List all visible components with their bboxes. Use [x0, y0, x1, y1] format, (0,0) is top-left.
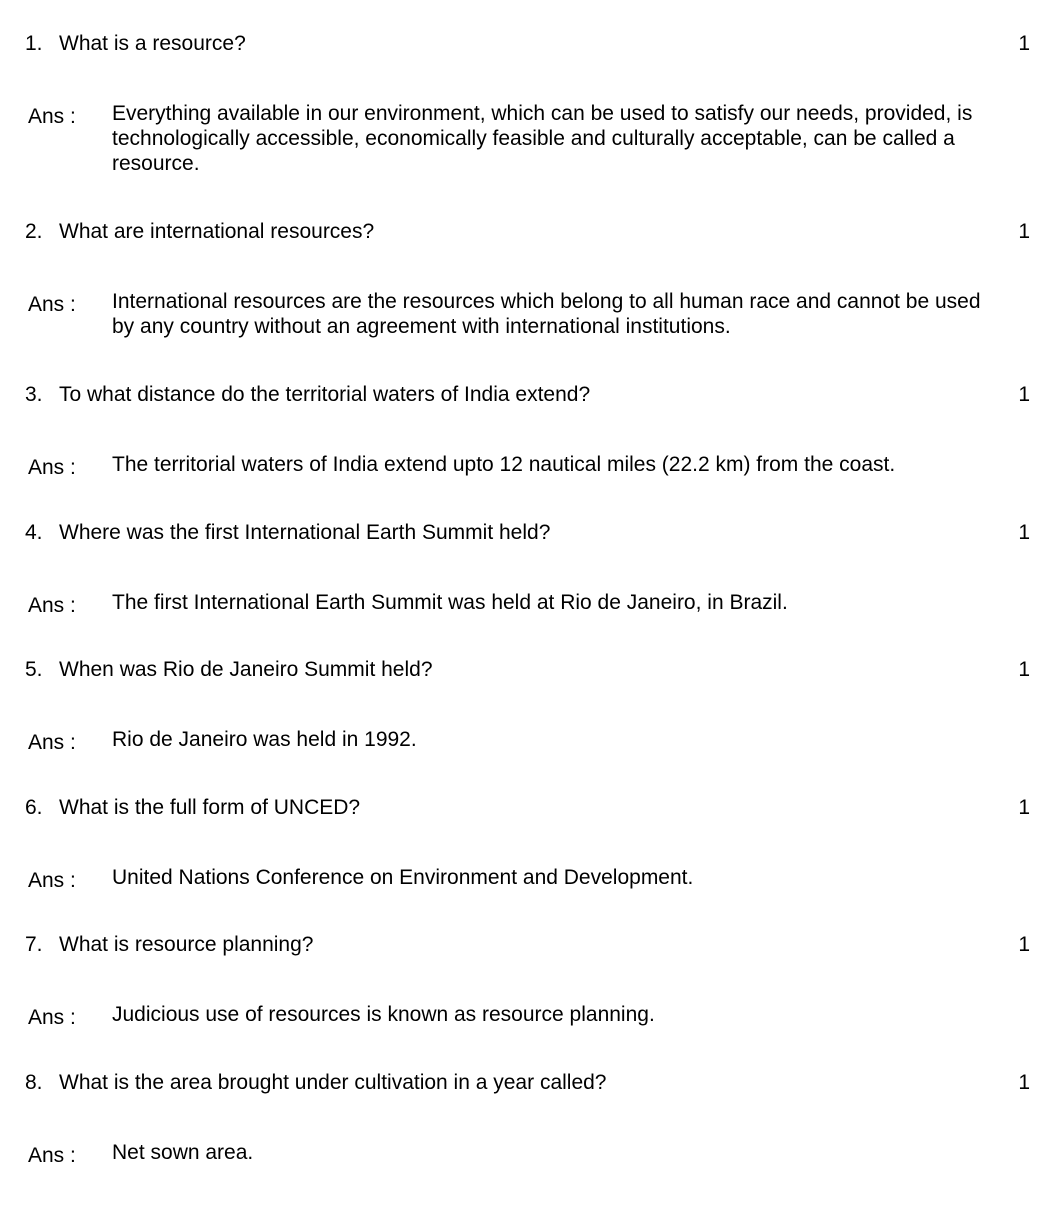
answer-block	[0, 865, 1051, 890]
question-line	[0, 219, 1051, 245]
question-text: What is resource planning?	[59, 933, 314, 956]
qa-item-2	[0, 219, 1051, 339]
question-line	[0, 520, 1051, 546]
question-text: When was Rio de Janeiro Summit held?	[59, 658, 433, 681]
answer-block	[0, 452, 1051, 477]
answer-text: Net sown area.	[112, 1141, 254, 1164]
qa-item-6	[0, 795, 1051, 890]
answer-block	[0, 1002, 1051, 1027]
answer-block	[0, 1140, 1051, 1165]
answer-label: Ans :	[28, 105, 76, 128]
question-number: 5.	[25, 658, 43, 681]
qa-item-8	[0, 1070, 1051, 1165]
qa-item-7	[0, 932, 1051, 1027]
question-marks: 1	[1018, 383, 1030, 406]
question-marks: 1	[1018, 658, 1030, 681]
question-line	[0, 1070, 1051, 1096]
qa-item-3	[0, 382, 1051, 477]
question-line	[0, 31, 1051, 57]
question-number: 1.	[25, 32, 43, 55]
question-line	[0, 795, 1051, 821]
answer-label: Ans :	[28, 456, 76, 479]
answer-text: International resources are the resources which belong to all human race and cannot be used by any country without an agreement with international institutions.	[112, 290, 981, 338]
answer-text: The first International Earth Summit was held at Rio de Janeiro, in Brazil.	[112, 591, 788, 614]
answer-label: Ans :	[28, 293, 76, 316]
answer-block	[0, 289, 1051, 339]
question-text: What is the full form of UNCED?	[59, 796, 361, 819]
answer-block	[0, 590, 1051, 615]
question-marks: 1	[1018, 796, 1030, 819]
question-text: What is a resource?	[59, 32, 246, 55]
answer-label: Ans :	[28, 594, 76, 617]
question-marks: 1	[1018, 32, 1030, 55]
answer-text: United Nations Conference on Environment and Development.	[112, 866, 694, 889]
answer-label: Ans :	[28, 731, 76, 754]
question-line	[0, 932, 1051, 958]
question-text: What are international resources?	[59, 220, 375, 243]
question-line	[0, 657, 1051, 683]
answer-block	[0, 101, 1051, 176]
answer-text: Rio de Janeiro was held in 1992.	[112, 728, 417, 751]
answer-label: Ans :	[28, 1144, 76, 1167]
question-number: 6.	[25, 796, 43, 819]
qa-item-1	[0, 31, 1051, 176]
answer-text: The territorial waters of India extend upto 12 nautical miles (22.2 km) from the coast.	[112, 453, 896, 476]
question-number: 8.	[25, 1071, 43, 1094]
question-text: To what distance do the territorial waters of India extend?	[59, 383, 591, 406]
question-marks: 1	[1018, 933, 1030, 956]
question-number: 2.	[25, 220, 43, 243]
question-number: 3.	[25, 383, 43, 406]
answer-label: Ans :	[28, 869, 76, 892]
question-text: What is the area brought under cultivation in a year called?	[59, 1071, 607, 1094]
question-marks: 1	[1018, 1071, 1030, 1094]
question-number: 4.	[25, 521, 43, 544]
qa-item-5	[0, 657, 1051, 752]
question-text: Where was the first International Earth Summit held?	[59, 521, 551, 544]
answer-text: Judicious use of resources is known as resource planning.	[112, 1003, 655, 1026]
qa-item-4	[0, 520, 1051, 615]
answer-text: Everything available in our environment, which can be used to satisfy our needs, provided, is technologically accessible, economically feasible and culturally acceptable, can be called a resource.	[112, 102, 973, 175]
question-line	[0, 382, 1051, 408]
answer-block	[0, 727, 1051, 752]
question-number: 7.	[25, 933, 43, 956]
question-marks: 1	[1018, 521, 1030, 544]
answer-label: Ans :	[28, 1006, 76, 1029]
question-marks: 1	[1018, 220, 1030, 243]
